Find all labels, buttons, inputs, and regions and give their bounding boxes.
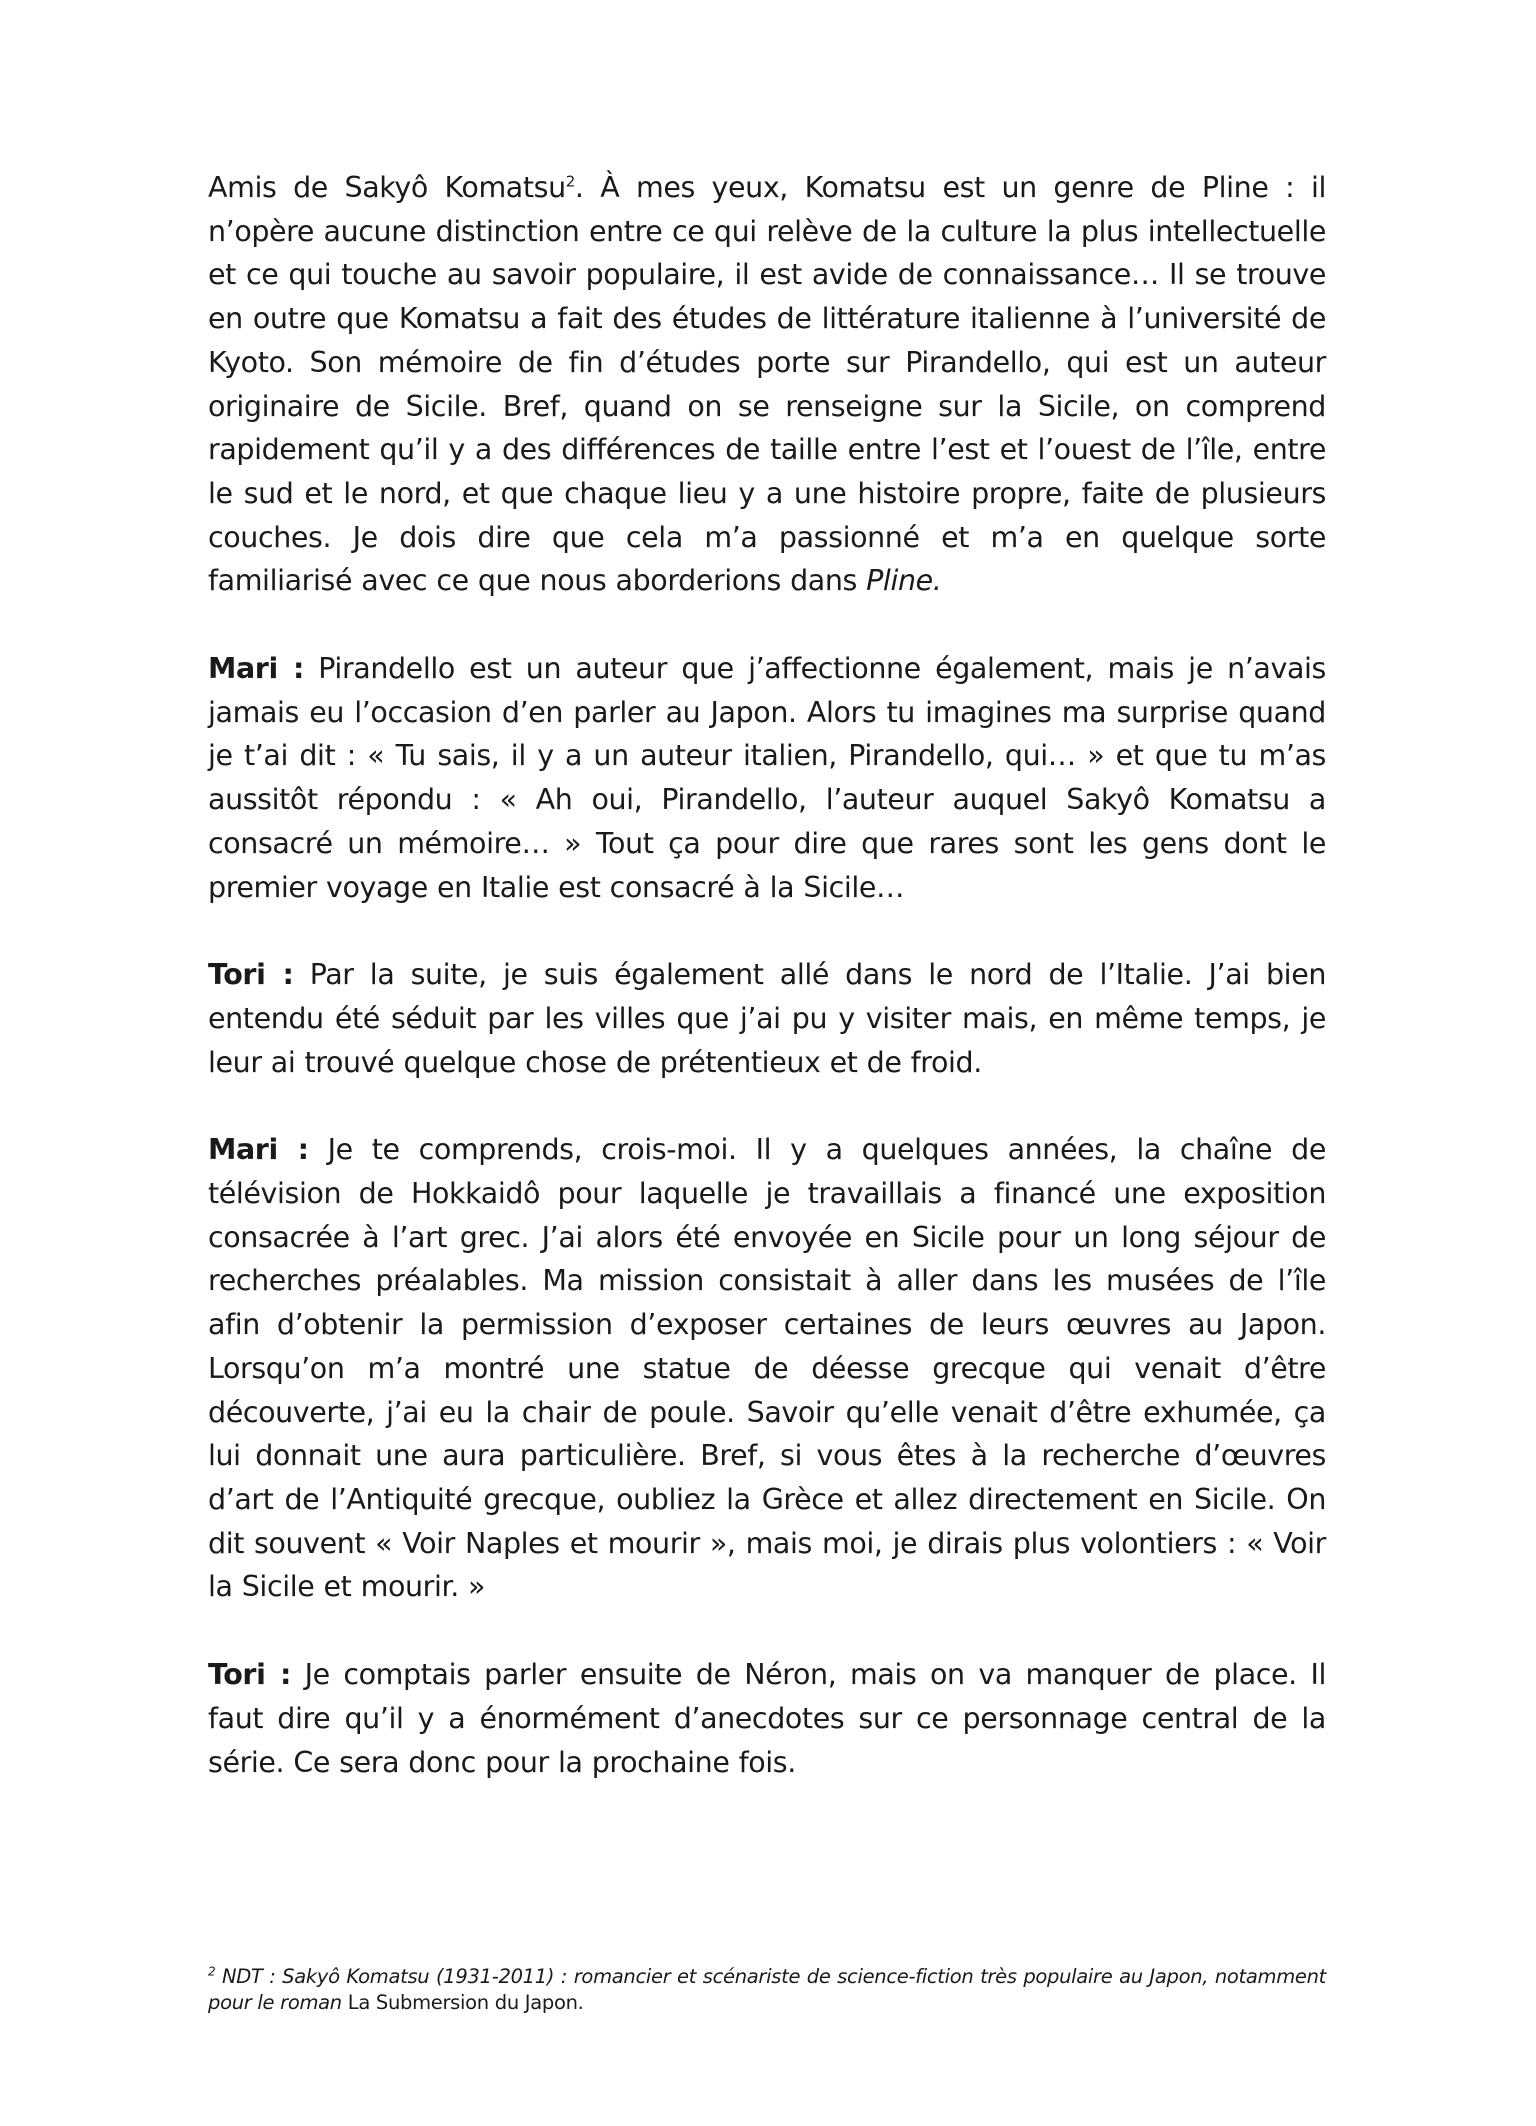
- dialogue-text: Pirandello est un auteur que j’affectionne également, mais je n’avais jamais eu l’occasion d’en parler au Japon. Alors tu imagines ma surprise quand je t’ai dit : « Tu sais, il y a un auteur italien, Pirandello, qui… » et que tu m’as aussitôt répondu : « Ah oui, Pirandello, l’auteur auquel Sakyô Komatsu a consacré un mémoire… » Tout ça pour dire que rares sont les gens dont le premier voyage en Italie est consacré à la Sicile…: [208, 652, 1326, 904]
- footnote: [208, 1964, 1326, 2015]
- footnote-text: NDT : Sakyô Komatsu (1931-2011) : romancier et scénariste de science-fiction très populaire au Japon, notamment pour le roman: [208, 1965, 1326, 2014]
- page-body: [208, 166, 1326, 1828]
- speaker-name: Mari :: [208, 652, 304, 686]
- footnote-book-title: La Submersion du Japon: [347, 1990, 578, 2014]
- speaker-name: Tori :: [208, 1658, 291, 1692]
- dialogue-text: Par la suite, je suis également allé dans le nord de l’Italie. J’ai bien entendu été séduit par les villes que j’ai pu y visiter mais, en même temps, je leur ai trouvé quelque chose de prétentieux et de froid.: [208, 958, 1326, 1079]
- dialogue-paragraph: [208, 1128, 1326, 1609]
- dialogue-text: Je te comprends, crois-moi. Il y a quelques années, la chaîne de télévision de Hokkaidô pour laquelle je travaillais a financé une exposition consacrée à l’art grec. J’ai alors été envoyée en Sicile pour un long séjour de recherches préalables. Ma mission consistait à aller dans les musées de l’île afin d’obtenir la permission d’exposer certaines de leurs œuvres au Japon. Lorsqu’on m’a montré une statue de déesse grecque qui venait d’être découverte, j’ai eu la chair de poule. Savoir qu’elle venait d’être exhumée, ça lui donnait une aura particulière. Bref, si vous êtes à la recherche d’œuvres d’art de l’Antiquité grecque, oubliez la Grèce et allez directement en Sicile. On dit souvent « Voir Naples et mourir », mais moi, je dirais plus volontiers : « Voir la Sicile et mourir. »: [208, 1133, 1326, 1604]
- footnote-number: 2: [208, 1964, 216, 1979]
- dialogue-text: Je comptais parler ensuite de Néron, mais on va manquer de place. Il faut dire qu’il y a énormément d’anecdotes sur ce personnage central de la série. Ce sera donc pour la prochaine fois.: [208, 1658, 1326, 1779]
- italic-title: Pline.: [866, 564, 942, 598]
- dialogue-paragraph: [208, 647, 1326, 909]
- dialogue-paragraph: [208, 1653, 1326, 1784]
- paragraph-text: . À mes yeux, Komatsu est un genre de Pline : il n’opère aucune distinction entre ce qui relève de la culture la plus intellectuelle et ce qui touche au savoir populaire, il est avide de connaissance… Il se trouve en outre que Komatsu a fait des études de littérature italienne à l’université de Kyoto. Son mémoire de fin d’études porte sur Pirandello, qui est un auteur originaire de Sicile. Bref, quand on se renseigne sur la Sicile, on comprend rapidement qu’il y a des différences de taille entre l’est et l’ouest de l’île, entre le sud et le nord, et que chaque lieu y a une histoire propre, faite de plusieurs couches. Je dois dire que cela m’a passionné et m’a en quelque sorte familiarisé avec ce que nous aborderions dans: [208, 171, 1327, 598]
- speaker-name: Tori :: [208, 958, 294, 992]
- footnote-end: .: [577, 1990, 584, 2014]
- paragraph-intro: [208, 166, 1326, 603]
- footnote-reference: 2: [565, 172, 575, 191]
- paragraph-text: Amis de Sakyô Komatsu: [208, 171, 566, 204]
- speaker-name: Mari :: [208, 1133, 309, 1167]
- dialogue-paragraph: [208, 953, 1326, 1084]
